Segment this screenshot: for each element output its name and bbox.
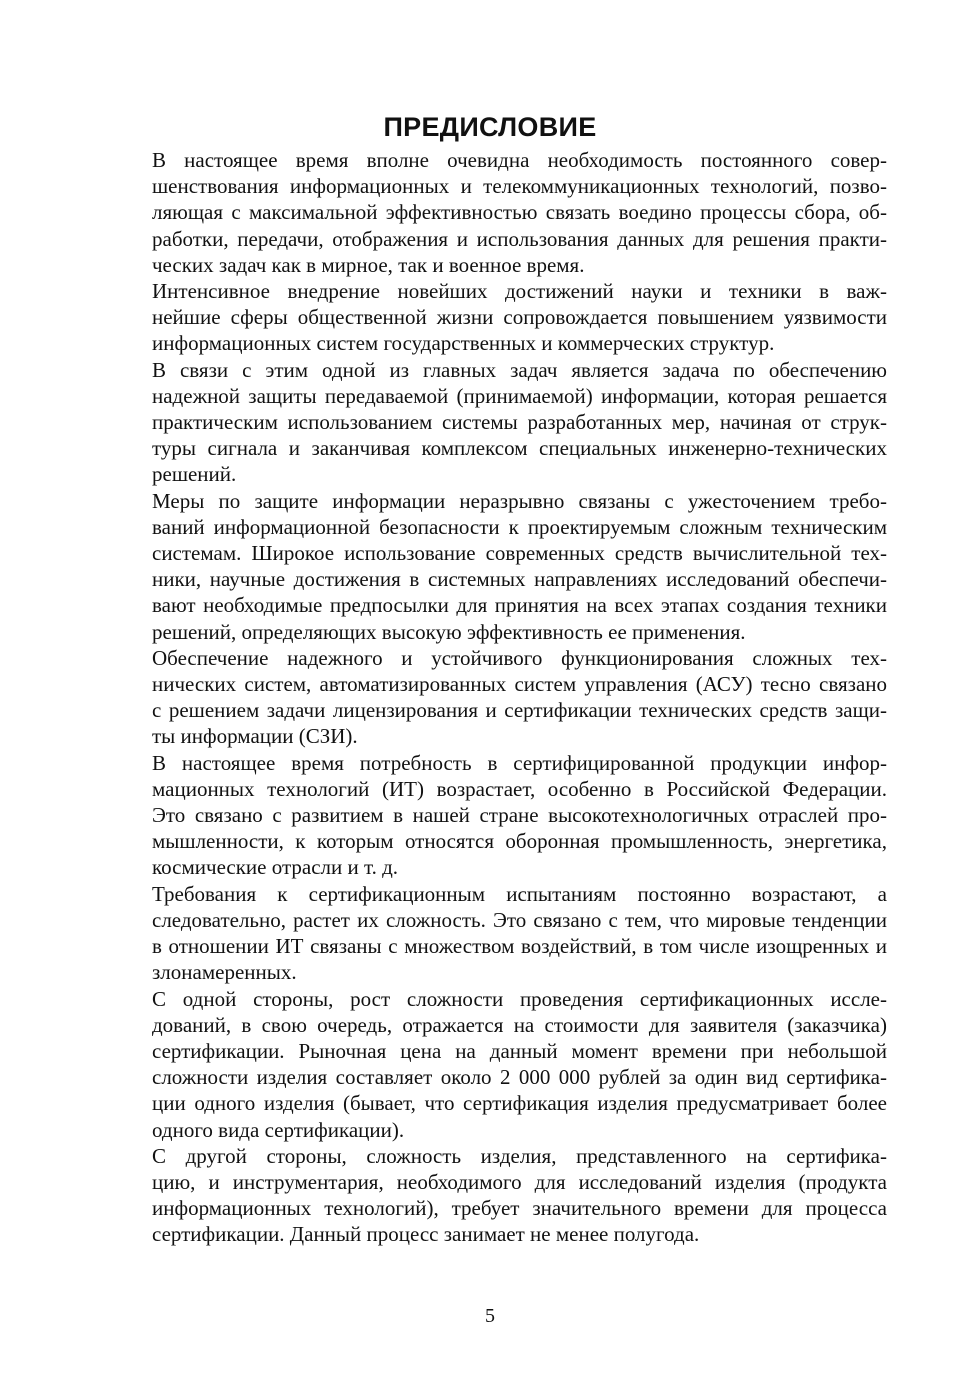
- text-line: дований, в свою очередь, отражается на стоимости для заявителя (заказчика): [152, 1012, 887, 1037]
- text-line: ты информации (СЗИ).: [152, 724, 358, 749]
- paragraph-4: [93, 488, 887, 645]
- paragraph-5: [93, 645, 887, 750]
- text-line: Меры по защите информации неразрывно связаны с ужесточением требо-: [152, 488, 887, 513]
- text-line: информационных систем государственных и коммерческих структур.: [152, 331, 775, 356]
- paragraph-9: [93, 1143, 887, 1248]
- text-line: следовательно, растет их сложность. Это связано с тем, что мировые тенденции: [152, 907, 887, 932]
- text-line: работки, передачи, отображения и использования данных для решения практи-: [152, 226, 887, 251]
- paragraph-8: [93, 986, 887, 1143]
- paragraph-6: [93, 750, 887, 881]
- paragraph-3: [93, 357, 887, 488]
- text-line: злонамеренных.: [152, 960, 297, 985]
- text-line: сложности изделия составляет около 2 000 000 рублей за один вид сертифика-: [152, 1065, 887, 1090]
- text-line: Это связано с развитием в нашей стране высокотехнологичных отраслей про-: [152, 803, 887, 828]
- text-line: В настоящее время потребность в сертифицированной продукции инфор-: [152, 750, 887, 775]
- text-line: С другой стороны, сложность изделия, представленного на сертифика-: [152, 1143, 887, 1168]
- text-line: ваний информационной безопасности к проектируемым сложным техническим: [152, 514, 887, 539]
- text-line: нейшие сферы общественной жизни сопровождается повышением уязвимости: [152, 305, 887, 330]
- text-line: В настоящее время вполне очевидна необходимость постоянного совер-: [152, 148, 887, 172]
- text-line: надежной защиты передаваемой (принимаемой) информации, которая решается: [152, 383, 887, 408]
- text-line: цию, и инструментария, необходимого для исследований изделия (продукта: [152, 1169, 887, 1194]
- page-number: 5: [485, 1305, 495, 1327]
- text-line: одного вида сертификации).: [152, 1117, 405, 1142]
- text-line: решений, определяющих высокую эффективность ее применения.: [152, 619, 746, 644]
- text-line: ляющая с максимальной эффективностью связать воедино процессы сбора, об-: [152, 200, 887, 225]
- text-line: ческих задач как в мирное, так и военное время.: [152, 252, 585, 277]
- text-line: Интенсивное внедрение новейших достижений науки и техники в важ-: [152, 279, 887, 304]
- text-line: с решением задачи лицензирования и сертификации технических средств защи-: [152, 698, 887, 723]
- text-line: нических систем, автоматизированных систем управления (АСУ) тесно связано: [152, 672, 887, 697]
- text-line: космические отрасли и т. д.: [152, 855, 399, 880]
- text-line: сертификации. Данный процесс занимает не менее полугода.: [152, 1222, 700, 1247]
- text-line: шенствования информационных и телекоммуникационных технологий, позво-: [152, 174, 887, 199]
- text-line: мационных технологий (ИТ) возрастает, особенно в Российской Федерации.: [152, 776, 887, 801]
- text-line: ции одного изделия (бывает, что сертификация изделия предусматривает более: [152, 1091, 887, 1116]
- text-line: системам. Широкое использование современных средств вычислительной тех-: [152, 541, 887, 566]
- paragraph-2: [93, 278, 887, 357]
- text-line: Обеспечение надежного и устойчивого функционирования сложных тех-: [152, 645, 887, 670]
- page-title: ПРЕДИСЛОВИЕ: [383, 112, 597, 143]
- text-line: решений.: [152, 462, 237, 487]
- text-line: ники, научные достижения в системных направлениях исследований обеспечи-: [152, 567, 887, 592]
- body-text: [93, 147, 887, 1248]
- text-line: С одной стороны, рост сложности проведения сертификационных иссле-: [152, 986, 887, 1011]
- text-line: мышленности, к которым относятся оборонная промышленность, энергетика,: [152, 829, 887, 854]
- text-line: Требования к сертификационным испытаниям постоянно возрастают, а: [152, 881, 887, 906]
- text-line: информационных технологий), требует значительного времени для процесса: [152, 1196, 887, 1221]
- text-line: туры сигнала и заканчивая комплексом специальных инженерно-технических: [152, 436, 887, 461]
- text-line: практическим использованием системы разработанных мер, начиная от струк-: [152, 410, 887, 435]
- text-line: сертификации. Рыночная цена на данный момент времени при небольшой: [152, 1038, 887, 1063]
- paragraph-7: [93, 881, 887, 986]
- text-line: вают необходимые предпосылки для принятия на всех этапах создания техники: [152, 593, 887, 618]
- paragraph-1: [93, 147, 887, 278]
- text-line: В связи с этим одной из главных задач является задача по обеспечению: [152, 357, 887, 382]
- document-page: [93, 0, 887, 1386]
- text-line: в отношении ИТ связаны с множеством воздействий, в том числе изощренных и: [152, 934, 887, 959]
